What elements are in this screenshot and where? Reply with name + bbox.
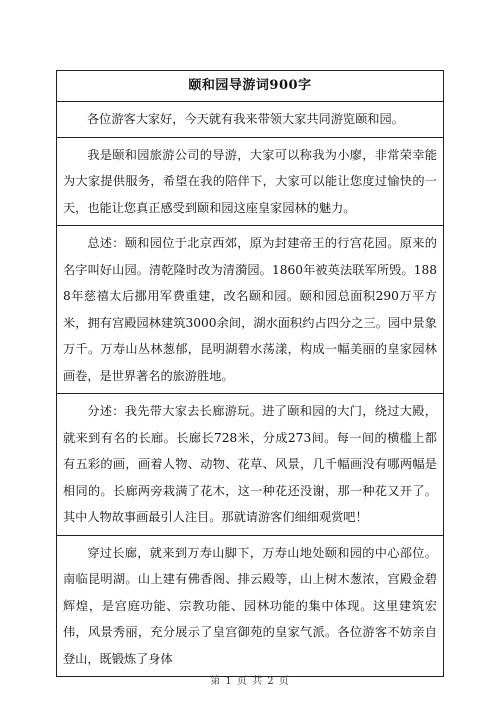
document-table [56,70,444,677]
paragraph-long-corridor [57,394,444,536]
paragraph-text: 我是颐和园旅游公司的导游，大家可以称我为小廖，非常荣幸能为大家提供服务，希望在我的陪伴下，大家可以能让您度过愉快的一天，也能让您真正感受到颐和园这座皇家园林的魅力。 [63,147,437,215]
paragraph-greeting [57,102,444,138]
document-title: 颐和园导游词900字 [57,71,444,102]
paragraph-introduction [57,137,444,226]
paragraph-text: 总述：颐和园位于北京西郊，原为封建帝王的行宫花园。原来的名字叫好山园。清乾隆时改为清漪园。1860年被英法联军所毁。1888年慈禧太后挪用军费重建，改名颐和园。颐和园总面积290万平方米，拥有宫殿园林建筑3000余间，湖水面积约占四分之三。园中景象万千。万寿山丛林葱郁，昆明湖碧水荡漾，构成一幅美丽的皇家园林画卷，是世界著名的旅游胜地。 [63,236,437,383]
paragraph-longevity-hill [57,535,444,677]
paragraph-text: 分述：我先带大家去长廊游玩。进了颐和园的大门，绕过大殿，就来到有名的长廊。长廊长728米，分成273间。每一间的横槛上都有五彩的画，画着人物、动物、花草、风景，几千幅画没有哪两幅是相同的。长廊两旁栽满了花木，这一种花还没谢，那一种花又开了。其中人物故事画最引人注目。那就请游客们细细观赏吧！ [63,404,437,524]
paragraph-overview [57,226,444,394]
paragraph-text: 各位游客大家好，今天就有我来带领大家共同游览颐和园。 [87,112,404,126]
paragraph-text: 穿过长廊，就来到万寿山脚下，万寿山地处颐和园的中心部位。南临昆明湖。山上建有佛香阁、排云殿等，山上树木葱浓，宫殿金碧辉煌，是宫庭功能、宗教功能、园林功能的集中体现。这里建筑宏伟，风景秀丽，充分展示了皇宫御苑的皇家气派。各位游客不妨亲自登山，既锻炼了身体 [63,545,437,666]
page-footer: 第 1 页 共 2 页 [210,676,290,687]
